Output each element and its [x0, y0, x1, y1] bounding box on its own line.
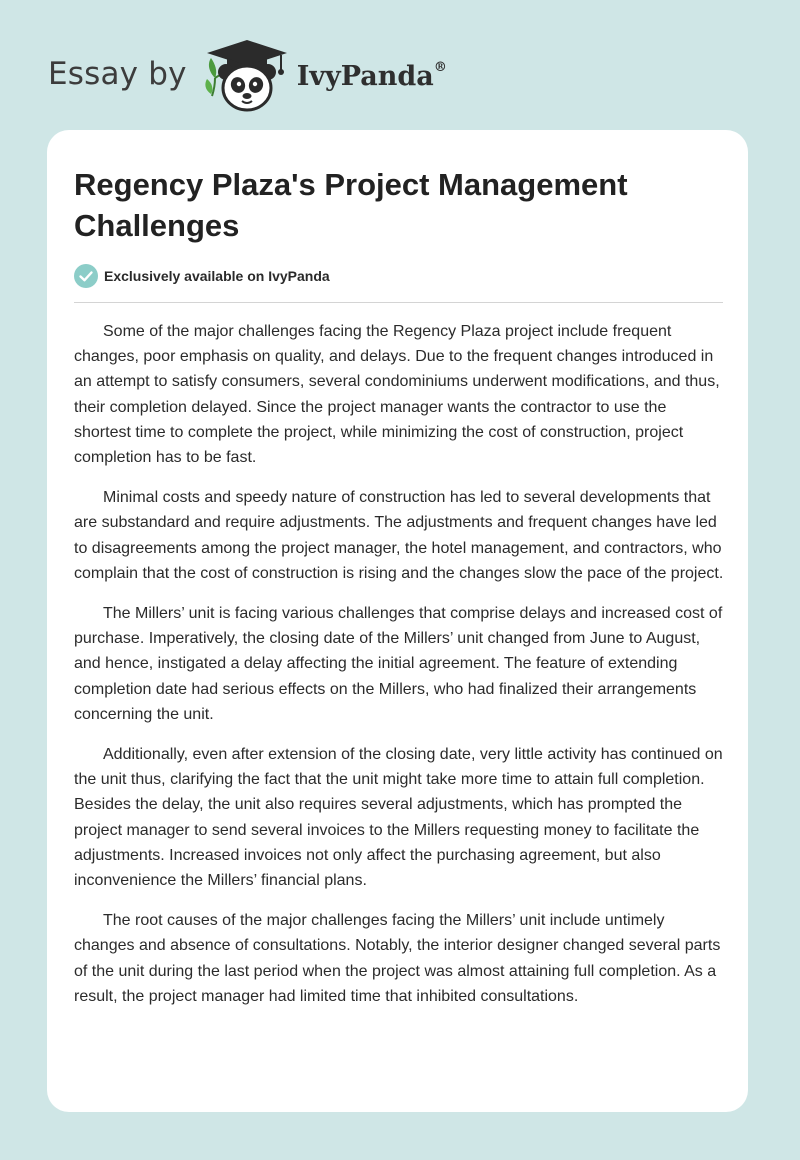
paragraph: The Millers’ unit is facing various challenges that comprise delays and increased cost of purchase. Imperatively, the closing date of the Millers’ unit changed from June to August, and hence, instigated a delay affecting the initial agreement. The feature of extending completion date had serious effects on the Millers, who had finalized their arrangements concerning the unit. [74, 605, 723, 723]
essay-body [74, 319, 724, 1024]
exclusive-badge [74, 264, 330, 288]
registered-mark: ® [433, 59, 447, 75]
ivypanda-panda-logo-icon[interactable] [201, 34, 293, 114]
essay-by-label: Essay by [48, 56, 187, 92]
page-title: Regency Plaza's Project Management Challenges [74, 167, 628, 243]
paragraph: Additionally, even after extension of the closing date, very little activity has continued on the unit thus, clarifying the fact that the unit might take more time to attain full completion. Besides the delay, the unit also requires several adjustments, which has prompted the project manager to send several invoices to the Millers requesting money to facilitate the adjustments. Increased invoices not only affect the purchasing agreement, but also inconvenience the Millers’ financial plans. [74, 746, 723, 890]
paragraph: Some of the major challenges facing the Regency Plaza project include frequent changes, poor emphasis on quality, and delays. Due to the frequent changes introduced in an attempt to satisfy consumers, several condominiums underwent modifications, and thus, their completion delayed. Since the project manager wants the contractor to use the shortest time to complete the project, while minimizing the cost of construction, project completion has to be fast. [74, 323, 720, 467]
essay-card [47, 130, 748, 1112]
ivypanda-brand-name[interactable] [297, 61, 447, 92]
site-header [48, 34, 447, 114]
paragraph: The root causes of the major challenges facing the Millers’ unit include untimely changes and absence of consultations. Notably, the interior designer changed several parts of the unit during the last period when the project was almost attaining full completion. As a result, the project manager had limited time that inhibited consultations. [74, 912, 721, 1005]
checkmark-circle-icon [74, 264, 98, 288]
brand-text: IvyPanda [296, 60, 434, 92]
exclusive-label: Exclusively available on IvyPanda [104, 268, 330, 284]
paragraph: Minimal costs and speedy nature of construction has led to several developments that are substandard and require adjustments. The adjustments and frequent changes have led to disagreements among the project manager, the hotel management, and contractors, who complain that the cost of construction is rising and the changes slow the pace of the project. [74, 489, 724, 582]
divider [74, 302, 723, 303]
